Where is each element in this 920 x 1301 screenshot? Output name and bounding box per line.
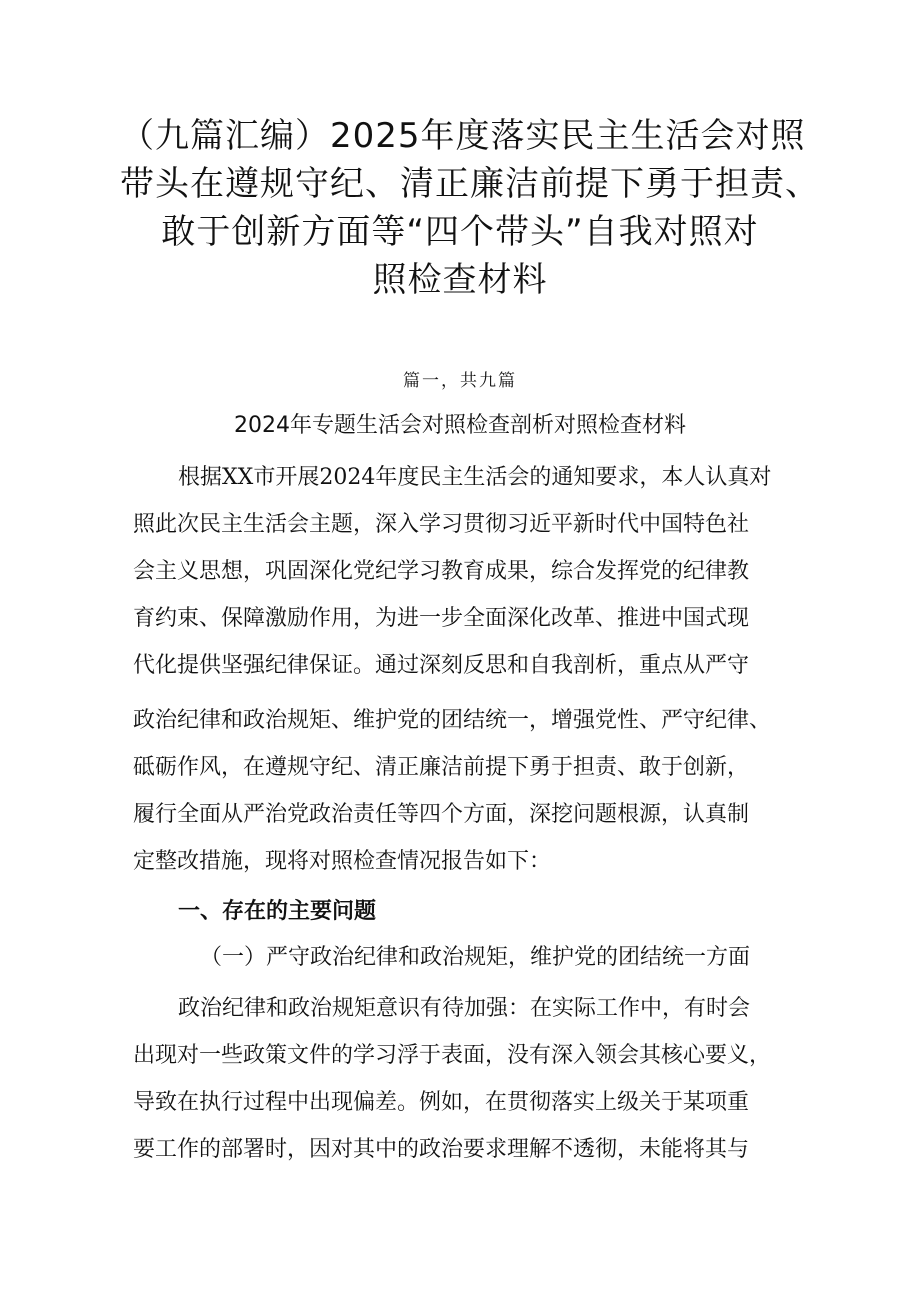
section-label: 篇一，共九篇 <box>403 371 517 391</box>
paragraph-line: 育约束、保障激励作用，为进一步全面深化改革、推进中国式现 <box>133 606 750 631</box>
document-title <box>120 112 820 304</box>
subsection-heading: （一）严守政治纪律和政治规矩，维护党的团结统一方面 <box>200 945 751 970</box>
paragraph-line: 履行全面从严治党政治责任等四个方面，深挖问题根源，认真制 <box>133 802 750 827</box>
paragraph-line: 出现对一些政策文件的学习浮于表面，没有深入领会其核心要义， <box>133 1043 772 1068</box>
section-heading: 一、存在的主要问题 <box>178 899 377 924</box>
paragraph-line: 根据XX市开展2024年度民主生活会的通知要求，本人认真对 <box>178 465 772 490</box>
title-line: 带头在遵规守纪、清正廉洁前提下勇于担责、 <box>120 164 820 204</box>
paragraph-line: 会主义思想，巩固深化党纪学习教育成果，综合发挥党的纪律教 <box>133 559 750 584</box>
paragraph-line: 导致在执行过程中出现偏差。例如，在贯彻落实上级关于某项重 <box>133 1090 750 1115</box>
title-line: 敢于创新方面等“四个带头”自我对照对 <box>161 212 759 252</box>
paragraph-line: 要工作的部署时，因对其中的政治要求理解不透彻，未能将其与 <box>133 1137 750 1162</box>
title-line: （九篇汇编）2025年度落实民主生活会对照 <box>120 116 806 156</box>
title-line: 照检查材料 <box>372 260 548 300</box>
paragraph-line: 砥砺作风，在遵规守纪、清正廉洁前提下勇于担责、敢于创新， <box>133 755 750 780</box>
paragraph-line: 代化提供坚强纪律保证。通过深刻反思和自我剖析，重点从严守 <box>133 653 750 678</box>
paragraph-line: 定整改措施，现将对照检查情况报告如下： <box>133 849 552 874</box>
paragraph-line: 照此次民主生活会主题，深入学习贯彻习近平新时代中国特色社 <box>133 512 750 537</box>
document-subtitle: 2024年专题生活会对照检查剖析对照检查材料 <box>234 413 686 438</box>
paragraph-line: 政治纪律和政治规矩、维护党的团结统一，增强党性、严守纪律、 <box>133 708 772 733</box>
paragraph-line: 政治纪律和政治规矩意识有待加强：在实际工作中，有时会 <box>178 996 751 1021</box>
